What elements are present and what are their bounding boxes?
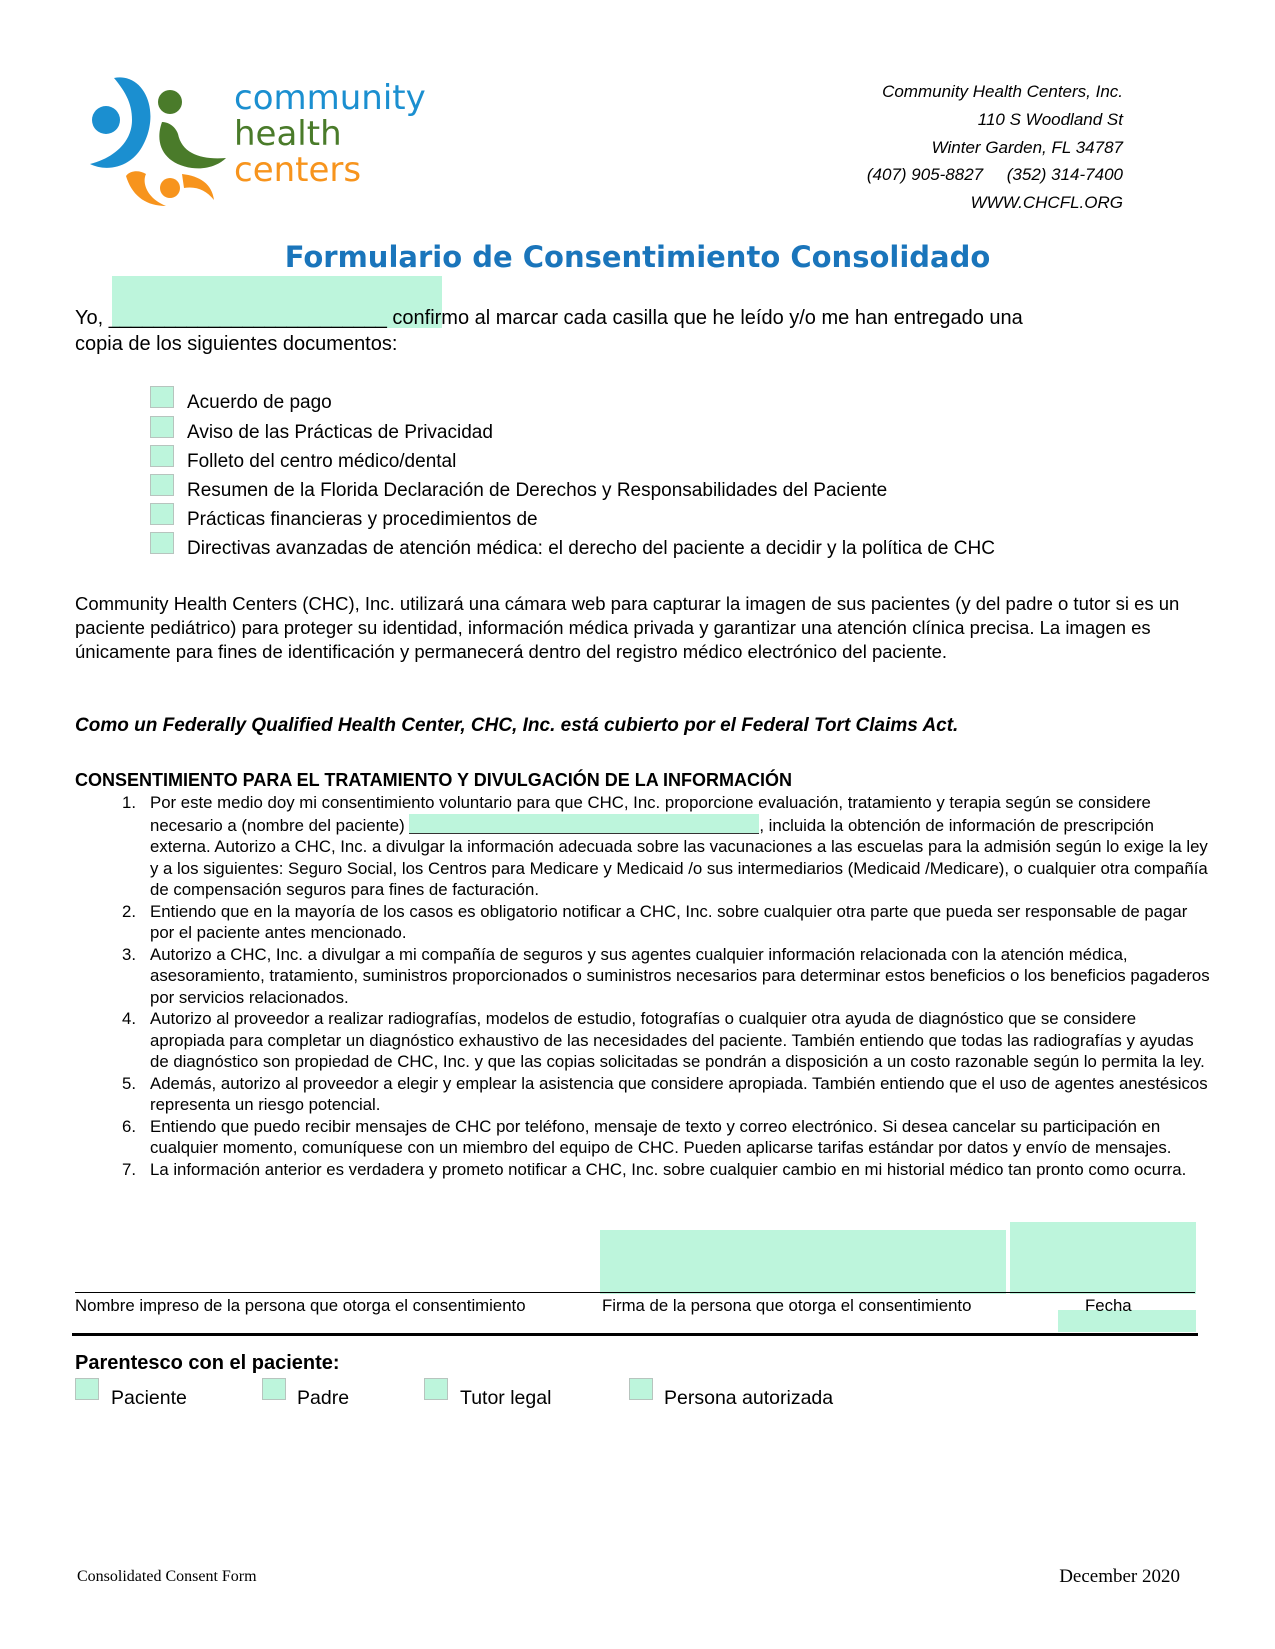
consent-item-3 [112,944,1212,1009]
logo-text-health: health [234,114,342,154]
consent-item-7 [112,1159,1212,1181]
footer-form-name: Consolidated Consent Form [77,1568,257,1585]
checkbox-acuerdo-de-pago[interactable] [150,386,174,408]
consent-item-1 [112,792,1212,901]
consent-number: 4. [122,1009,136,1028]
consent-heading: CONSENTIMIENTO PARA EL TRATAMIENTO Y DIVULGACIÓN DE LA INFORMACIÓN [75,770,793,790]
consent-number: 3. [122,944,136,964]
checkbox-folleto[interactable] [150,445,174,467]
doc-derechos: Resumen de la Florida Declaración de Derechos y Responsabilidades del Paciente [187,480,888,501]
ftca-statement: Como un Federally Qualified Health Center, CHC, Inc. está cubierto por el Federal Tort Claims Act. [75,715,959,736]
checkbox-derechos[interactable] [150,474,174,496]
consent-number: 1. [122,793,136,812]
checkbox-paciente[interactable] [75,1378,99,1400]
checkbox-aviso-privacidad[interactable] [150,416,174,438]
printed-name-label: Nombre impreso de la persona que otorga el consentimiento [75,1296,526,1315]
address-org: Community Health Centers, Inc. [882,82,1123,101]
intro-line1 [75,306,1023,331]
consent-text: , incluida la obtención de información de prescripción externa. Autorizo a CHC, Inc. a divulgar la información adecuada sobre las vacunaciones a las escuelas para la admisión según lo exige la ley y a los siguientes: Seguro Social, los Centros para Medicare y Medicaid /o sus intermediarios (Medicaid /Medicare), o cualquier otra compañía de compensación seguros para fines de facturación. [150,815,1208,899]
consent-text: Autorizo al proveedor a realizar radiografías, modelos de estudio, fotografías o cualquier otra ayuda de diagnóstico que se considere apropiada para completar un diagnóstico exhaustivo de las necesidades del paciente. También entiendo que todas las radiografías y ayudas de diagnóstico son propiedad de CHC, Inc. y que las copias solicitadas se pondrán a disposición a un costo razonable según lo permita la ley. [150,1009,1205,1071]
option-padre: Padre [297,1387,350,1409]
checkbox-padre[interactable] [262,1378,286,1400]
doc-directivas: Directivas avanzadas de atención médica: el derecho del paciente a decidir y la política de CHC [187,538,995,559]
consent-number: 2. [122,901,136,921]
consent-text: La información anterior es verdadera y prometo notificar a CHC, Inc. sobre cualquier cambio en mi historial médico tan pronto como ocurra. [150,1159,1187,1179]
consent-number: 7. [122,1159,136,1179]
checkbox-persona-autorizada[interactable] [629,1378,653,1400]
consent-item-2 [112,901,1212,944]
doc-practicas-financieras: Prácticas financieras y procedimientos de [187,509,538,530]
signature-label: Firma de la persona que otorga el consentimiento [602,1296,972,1315]
address-street: 110 S Woodland St [977,110,1123,129]
footer-date: December 2020 [1059,1566,1180,1587]
checkbox-practicas-financieras[interactable] [150,503,174,525]
consent-number: 5. [122,1073,136,1093]
camera-paragraph: Community Health Centers (CHC), Inc. utilizará una cámara web para capturar la imagen de sus pacientes (y del padre o tutor si es un paciente pediátrico) para proteger su identidad, información médica privada y garantizar una atención clínica precisa. La imagen es únicamente para fines de identificación y permanecerá dentro del registro médico electrónico del paciente. [75,593,1180,662]
doc-folleto: Folleto del centro médico/dental [187,451,457,472]
logo-text-centers: centers [234,150,362,190]
address-web: WWW.CHCFL.ORG [970,193,1123,212]
logo-mark-icon [84,72,254,212]
consent-text: Por este medio doy mi consentimiento voluntario para que CHC, Inc. proporcione evaluación, tratamiento y terapia según se considere necesario a (nombre del paciente) [150,793,1151,835]
intro-rest: confirmo al marcar cada casilla que he leído y/o me han entregado una [386,307,1023,329]
chc-logo [84,72,434,212]
doc-aviso-privacidad: Aviso de las Prácticas de Privacidad [187,422,493,443]
option-persona-autorizada: Persona autorizada [664,1387,834,1409]
logo-text-community: community [234,78,426,118]
option-paciente: Paciente [111,1387,187,1409]
consent-item-5 [112,1073,1212,1116]
consent-item-4 [112,1008,1212,1073]
consent-number: 6. [122,1116,136,1136]
option-tutor-legal: Tutor legal [460,1387,552,1409]
consent-list [112,792,1212,1180]
consent-text: Además, autorizo al proveedor a elegir y emplear la asistencia que considere apropiada. También entiendo que el uso de agentes anestésicos representa un riesgo potencial. [150,1073,1208,1114]
signature-field[interactable] [600,1230,1006,1294]
patient-name-field[interactable] [409,814,759,834]
doc-acuerdo-de-pago: Acuerdo de pago [187,392,332,413]
date-label: Fecha [1085,1296,1132,1315]
checkbox-directivas[interactable] [150,532,174,554]
intro-line2: copia de los siguientes documentos: [75,333,398,355]
address-phones: (407) 905-8827 (352) 314-7400 [866,165,1123,184]
intro-blank: _________________________ [108,307,387,329]
intro-yo: Yo, [75,307,104,329]
section-divider [72,1333,1198,1336]
address-city: Winter Garden, FL 34787 [931,138,1123,157]
date-field-top[interactable] [1010,1222,1196,1294]
consent-text: Autorizo a CHC, Inc. a divulgar a mi compañía de seguros y sus agentes cualquier información relacionada con la atención médica, asesoramiento, tratamiento, suministros proporcionados o suministros necesarios para determinar estos beneficios o los beneficios pagaderos por servicios relacionados. [150,944,1210,1007]
consent-item-6 [112,1116,1212,1159]
page-title: Formulario de Consentimiento Consolidado [284,240,991,274]
relationship-heading: Parentesco con el paciente: [75,1352,340,1374]
checkbox-tutor-legal[interactable] [424,1378,448,1400]
consent-text: Entiendo que en la mayoría de los casos es obligatorio notificar a CHC, Inc. sobre cualquier otra parte que pueda ser responsable de pagar por el paciente antes mencionado. [150,901,1188,942]
signature-line [75,1292,1195,1293]
consent-text: Entiendo que puedo recibir mensajes de CHC por teléfono, mensaje de texto y correo electrónico. Si desea cancelar su participación en cualquier momento, comuníquese con un miembro del equipo de CHC. Pueden aplicarse tarifas estándar por datos y envío de mensajes. [150,1116,1172,1157]
